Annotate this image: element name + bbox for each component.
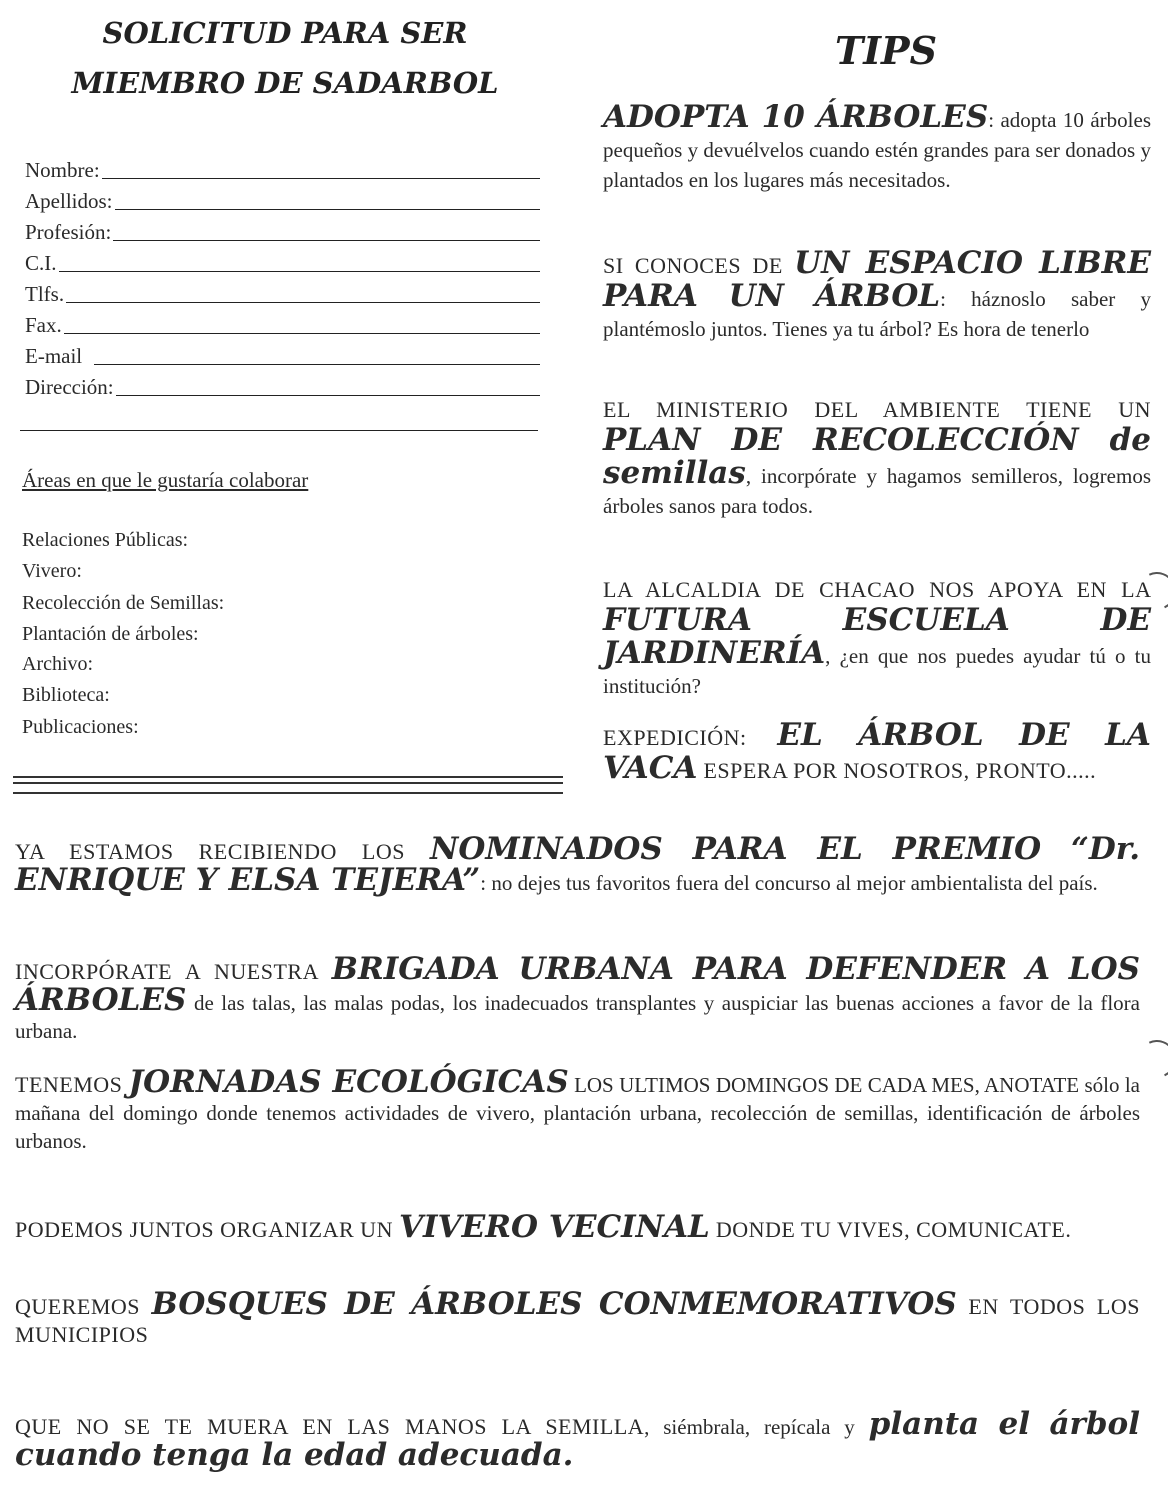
field-fax[interactable]: [25, 307, 540, 338]
block-brigada: [15, 951, 1140, 1045]
block-bosques-emphasis: BOSQUES DE ÁRBOLES CONMEMORATIVOS: [151, 1286, 957, 1322]
area-archivo[interactable]: Archivo:: [22, 653, 94, 675]
field-label: Nombre:: [25, 158, 100, 182]
block-jornadas-prefix: TENEMOS: [15, 1072, 129, 1097]
block-vivero-text: DONDE TU VIVES, COMUNICATE.: [709, 1217, 1072, 1242]
block-vivero-vecinal: [15, 1209, 1140, 1245]
tip-ministerio: [603, 395, 1151, 521]
block-brigada-text: de las talas, las malas podas, los inadecuados transplantes y auspiciar las buenas acciones a favor de la flora urbana.: [15, 991, 1140, 1043]
tip-ministerio-emphasis: PLAN DE RECOLECCIÓN de semillas: [603, 422, 1151, 491]
block-bosques-text: EN TODOS LOS MUNICIPIOS: [15, 1294, 1140, 1347]
block-vivero-emphasis: VIVERO VECINAL: [398, 1209, 710, 1245]
tip-ministerio-text: , incorpórate y hagamos semilleros, logremos árboles sanos para todos.: [603, 464, 1151, 518]
block-nominados-emphasis: NOMINADOS PARA EL PREMIO “Dr. ENRIQUE Y ELSA TEJERA”: [15, 831, 1140, 898]
form-title-line1: SOLICITUD PARA SER: [102, 16, 468, 50]
field-direccion[interactable]: [25, 369, 540, 400]
field-ci[interactable]: [25, 245, 540, 276]
blank-line: [102, 178, 540, 179]
area-relaciones-publicas[interactable]: Relaciones Públicas:: [22, 529, 189, 551]
area-recoleccion-semillas[interactable]: Recolección de Semillas:: [22, 592, 225, 614]
form-title-line2: MIEMBRO DE SADARBOL: [71, 66, 499, 100]
block-jornadas-text: LOS ULTIMOS DOMINGOS DE CADA MES, ANOTATE sólo la mañana del domingo donde tenemos actividades de vivero, plantación urbana, recolección de semillas, identificación de árboles urbanos.: [15, 1073, 1140, 1153]
tip-adopta-emphasis: ADOPTA 10 ÁRBOLES: [603, 99, 989, 135]
block-semilla-prefix: QUE NO SE TE MUERA EN LAS MANOS LA SEMILLA: [15, 1414, 645, 1439]
areas-title: Áreas en que le gustaría colaborar: [22, 468, 309, 492]
block-jornadas: [15, 1064, 1140, 1155]
tip-espacio-emphasis: UN ESPACIO LIBRE PARA UN ÁRBOL: [603, 245, 1151, 314]
tip-alcaldia: [603, 575, 1151, 701]
blank-line: [64, 333, 540, 334]
area-publicaciones[interactable]: Publicaciones:: [22, 716, 139, 738]
tip-adopta-text: : adopta 10 árboles pequeños y devuélvelos cuando estén grandes para ser donados y plantados en los lugares más necesitados.: [603, 108, 1151, 192]
block-bosques-prefix: QUEREMOS: [15, 1294, 152, 1319]
field-label: C.I.: [25, 251, 57, 275]
blank-line: [113, 240, 540, 241]
area-biblioteca[interactable]: Biblioteca:: [22, 684, 110, 706]
tip-expedicion-emphasis: EL ÁRBOL DE LA VACA: [603, 717, 1151, 786]
tips-title: TIPS: [835, 28, 938, 73]
block-jornadas-emphasis: JORNADAS ECOLÓGICAS: [128, 1064, 569, 1100]
field-direccion-extra-line[interactable]: [20, 430, 538, 431]
block-bosques: [15, 1286, 1140, 1349]
tip-adopta: [603, 99, 1151, 195]
block-vivero-prefix: PODEMOS JUNTOS ORGANIZAR UN: [15, 1217, 399, 1242]
blank-line: [116, 395, 540, 396]
block-nominados-prefix: YA ESTAMOS RECIBIENDO LOS: [15, 839, 430, 864]
tip-expedicion-text: ESPERA POR NOSOTROS, PRONTO.....: [697, 758, 1097, 783]
field-label: Profesión:: [25, 220, 112, 244]
blank-line: [59, 271, 541, 272]
field-label: Tlfs.: [25, 282, 65, 306]
blank-line: [115, 209, 541, 210]
tip-ministerio-prefix: EL MINISTERIO DEL AMBIENTE TIENE UN: [603, 397, 1151, 422]
field-email[interactable]: [25, 338, 540, 369]
block-semilla-emphasis: planta el árbol cuando tenga la edad adecuada.: [15, 1406, 1140, 1473]
field-tlfs[interactable]: [25, 276, 540, 307]
field-apellidos[interactable]: [25, 183, 540, 214]
tip-expedicion: [603, 717, 1151, 786]
tip-alcaldia-text: , ¿en que nos puedes ayudar tú o tu institución?: [603, 644, 1151, 698]
block-brigada-prefix: INCORPÓRATE A NUESTRA: [15, 959, 332, 984]
field-label: Dirección:: [25, 375, 114, 399]
tip-espacio-text: : háznoslo saber y plantémoslo juntos. Tienes ya tu árbol? Es hora de tenerlo: [603, 287, 1151, 341]
field-nombre[interactable]: [25, 152, 540, 183]
tip-expedicion-prefix: EXPEDICIÓN:: [603, 725, 778, 750]
field-label: Fax.: [25, 313, 62, 337]
block-semilla-mid: , siémbrala, repícala y: [644, 1415, 869, 1439]
tip-espacio-libre: [603, 245, 1151, 344]
blank-line: [66, 302, 540, 303]
block-nominados-text: : no dejes tus favoritos fuera del concurso al mejor ambientalista del país.: [480, 871, 1098, 895]
tip-alcaldia-emphasis: FUTURA ESCUELA DE JARDINERÍA: [603, 602, 1151, 671]
section-divider-inner: [13, 782, 563, 784]
blank-line: [94, 364, 540, 365]
block-nominados: [15, 831, 1140, 898]
block-semilla: [15, 1406, 1140, 1473]
block-brigada-emphasis: BRIGADA URBANA PARA DEFENDER A LOS ÁRBOLES: [15, 951, 1140, 1018]
field-profesion[interactable]: [25, 214, 540, 245]
field-label: E-mail: [25, 344, 83, 368]
tip-espacio-prefix: SI CONOCES DE: [603, 253, 795, 278]
area-plantacion-arboles[interactable]: Plantación de árboles:: [22, 623, 199, 645]
field-label: Apellidos:: [25, 189, 113, 213]
area-vivero[interactable]: Vivero:: [22, 560, 82, 582]
section-divider: [13, 776, 563, 794]
tip-alcaldia-prefix: LA ALCALDIA DE CHACAO NOS APOYA EN LA: [603, 577, 1151, 602]
